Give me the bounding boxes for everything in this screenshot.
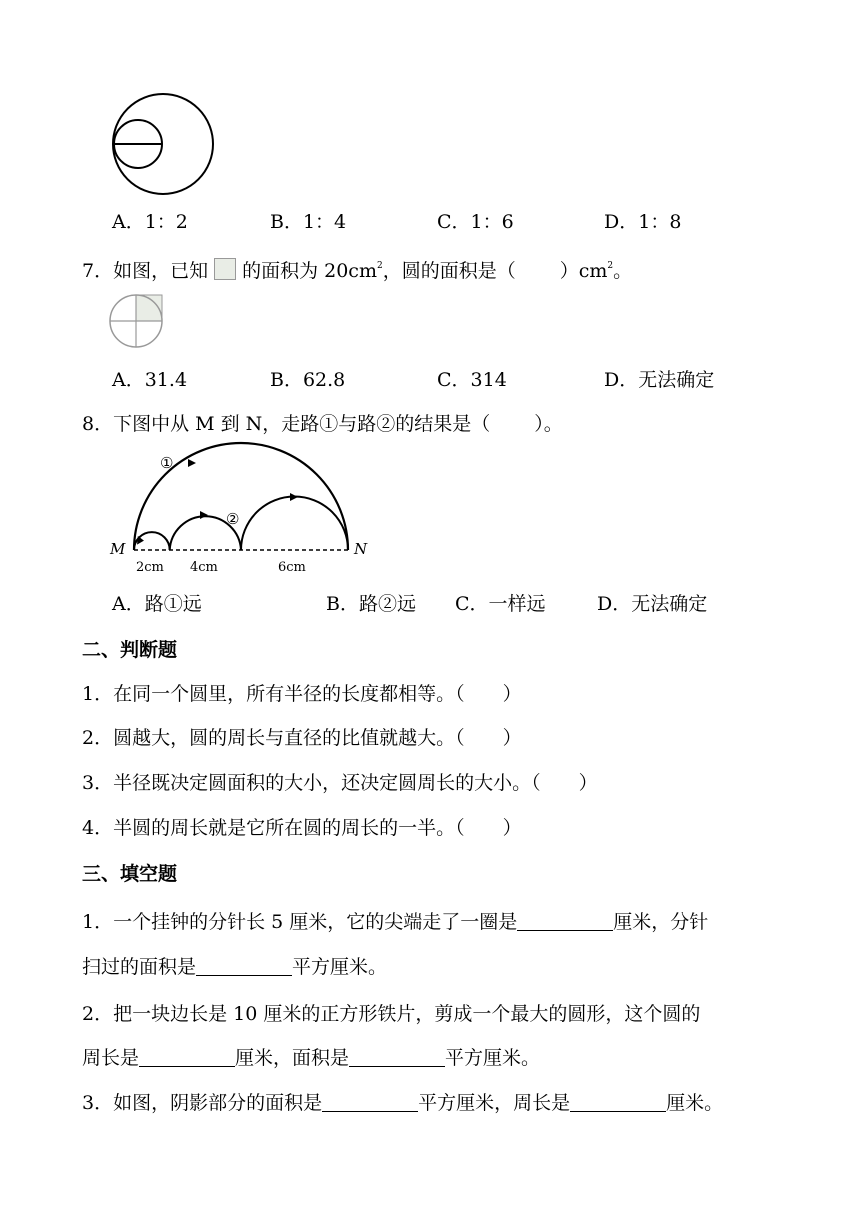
point-m-label: M bbox=[110, 540, 126, 558]
section2-title: 二、判断题 bbox=[82, 639, 178, 661]
point-n-label: N bbox=[354, 540, 368, 558]
fill-q1-text-a: 1．一个挂钟的分针长 5 厘米，它的尖端走了一圈是 bbox=[82, 911, 518, 933]
segment-4cm-label: 4cm bbox=[190, 560, 218, 575]
fill-q2-text-d: 平方厘米。 bbox=[445, 1047, 541, 1069]
judge-item-3: 3．半径既决定圆面积的大小，还决定圆周长的大小。（ ） bbox=[82, 772, 598, 794]
q7-end: 。 bbox=[613, 260, 633, 282]
q7-question bbox=[82, 252, 632, 285]
q7-close: ）cm bbox=[559, 260, 608, 282]
fill-q1-blank1[interactable] bbox=[517, 910, 613, 931]
section3-title: 三、填空题 bbox=[82, 863, 178, 885]
judge-item-4: 4．半圆的周长就是它所在圆的周长的一半。（ ） bbox=[82, 817, 522, 839]
q7-option-b[interactable]: B．62.8 bbox=[270, 369, 346, 391]
fill-q3-text-c: 厘米。 bbox=[666, 1092, 724, 1114]
fill-q2-line2 bbox=[82, 1044, 540, 1072]
q7-prefix: 7．如图，已知 bbox=[82, 260, 209, 282]
path1-label: ① bbox=[160, 454, 174, 472]
q6-option-b[interactable]: B．1：4 bbox=[270, 211, 347, 233]
fill-q1-blank2[interactable] bbox=[196, 955, 292, 976]
judge-item-2: 2．圆越大，圆的周长与直径的比值就越大。（ ） bbox=[82, 727, 522, 749]
path2-label: ② bbox=[226, 510, 240, 528]
fill-q1-line1 bbox=[82, 908, 708, 936]
q8-option-c[interactable]: C．一样远 bbox=[455, 593, 546, 615]
q8-close: ）。 bbox=[534, 413, 563, 435]
fill-q3-blank1[interactable] bbox=[322, 1091, 418, 1112]
q7-option-c[interactable]: C．314 bbox=[437, 369, 507, 391]
shaded-square-icon bbox=[214, 258, 236, 280]
q7-circle-figure bbox=[108, 293, 164, 349]
segment-6cm-label: 6cm bbox=[278, 560, 306, 575]
q8-option-a[interactable]: A．路①远 bbox=[112, 593, 202, 615]
q7-sup2: 2 bbox=[607, 261, 614, 271]
judge-item-1: 1．在同一个圆里，所有半径的长度都相等。（ ） bbox=[82, 683, 522, 705]
q6-option-d[interactable]: D．1：8 bbox=[604, 211, 682, 233]
q8-question bbox=[82, 410, 563, 438]
q8-semicircle-paths-figure bbox=[108, 448, 378, 578]
fill-q1-text-b: 厘米，分针 bbox=[613, 911, 709, 933]
fill-q3-text-b: 平方厘米，周长是 bbox=[418, 1092, 571, 1114]
fill-q2-blank1[interactable] bbox=[139, 1046, 235, 1067]
fill-q3-text-a: 3．如图，阴影部分的面积是 bbox=[82, 1092, 323, 1114]
q6-circles-figure bbox=[108, 92, 218, 196]
q7-option-a[interactable]: A．31.4 bbox=[112, 369, 188, 391]
segment-2cm-label: 2cm bbox=[136, 560, 164, 575]
q8-option-d[interactable]: D．无法确定 bbox=[597, 593, 708, 615]
q8-option-b[interactable]: B．路②远 bbox=[326, 593, 416, 615]
fill-q1-text-c: 扫过的面积是 bbox=[82, 956, 197, 978]
fill-q1-text-d: 平方厘米。 bbox=[292, 956, 388, 978]
q6-option-c[interactable]: C．1：6 bbox=[437, 211, 514, 233]
q7-option-d[interactable]: D．无法确定 bbox=[604, 369, 715, 391]
q7-sup1: 2 bbox=[376, 261, 383, 271]
fill-q2-line1: 2．把一块边长是 10 厘米的正方形铁片，剪成一个最大的圆形，这个圆的 bbox=[82, 1003, 701, 1025]
q6-option-a[interactable]: A．1：2 bbox=[112, 211, 188, 233]
q7-middle: 的面积为 20cm bbox=[242, 260, 377, 282]
fill-q3-line bbox=[82, 1089, 723, 1117]
fill-q1-line2 bbox=[82, 953, 387, 981]
q7-after-sup: ，圆的面积是（ bbox=[382, 260, 516, 282]
fill-q3-blank2[interactable] bbox=[570, 1091, 666, 1112]
q8-text: 8．下图中从 M 到 N，走路①与路②的结果是（ bbox=[82, 413, 491, 435]
fill-q2-text-c: 厘米，面积是 bbox=[235, 1047, 350, 1069]
fill-q2-text-b: 周长是 bbox=[82, 1047, 140, 1069]
fill-q2-blank2[interactable] bbox=[349, 1046, 445, 1067]
